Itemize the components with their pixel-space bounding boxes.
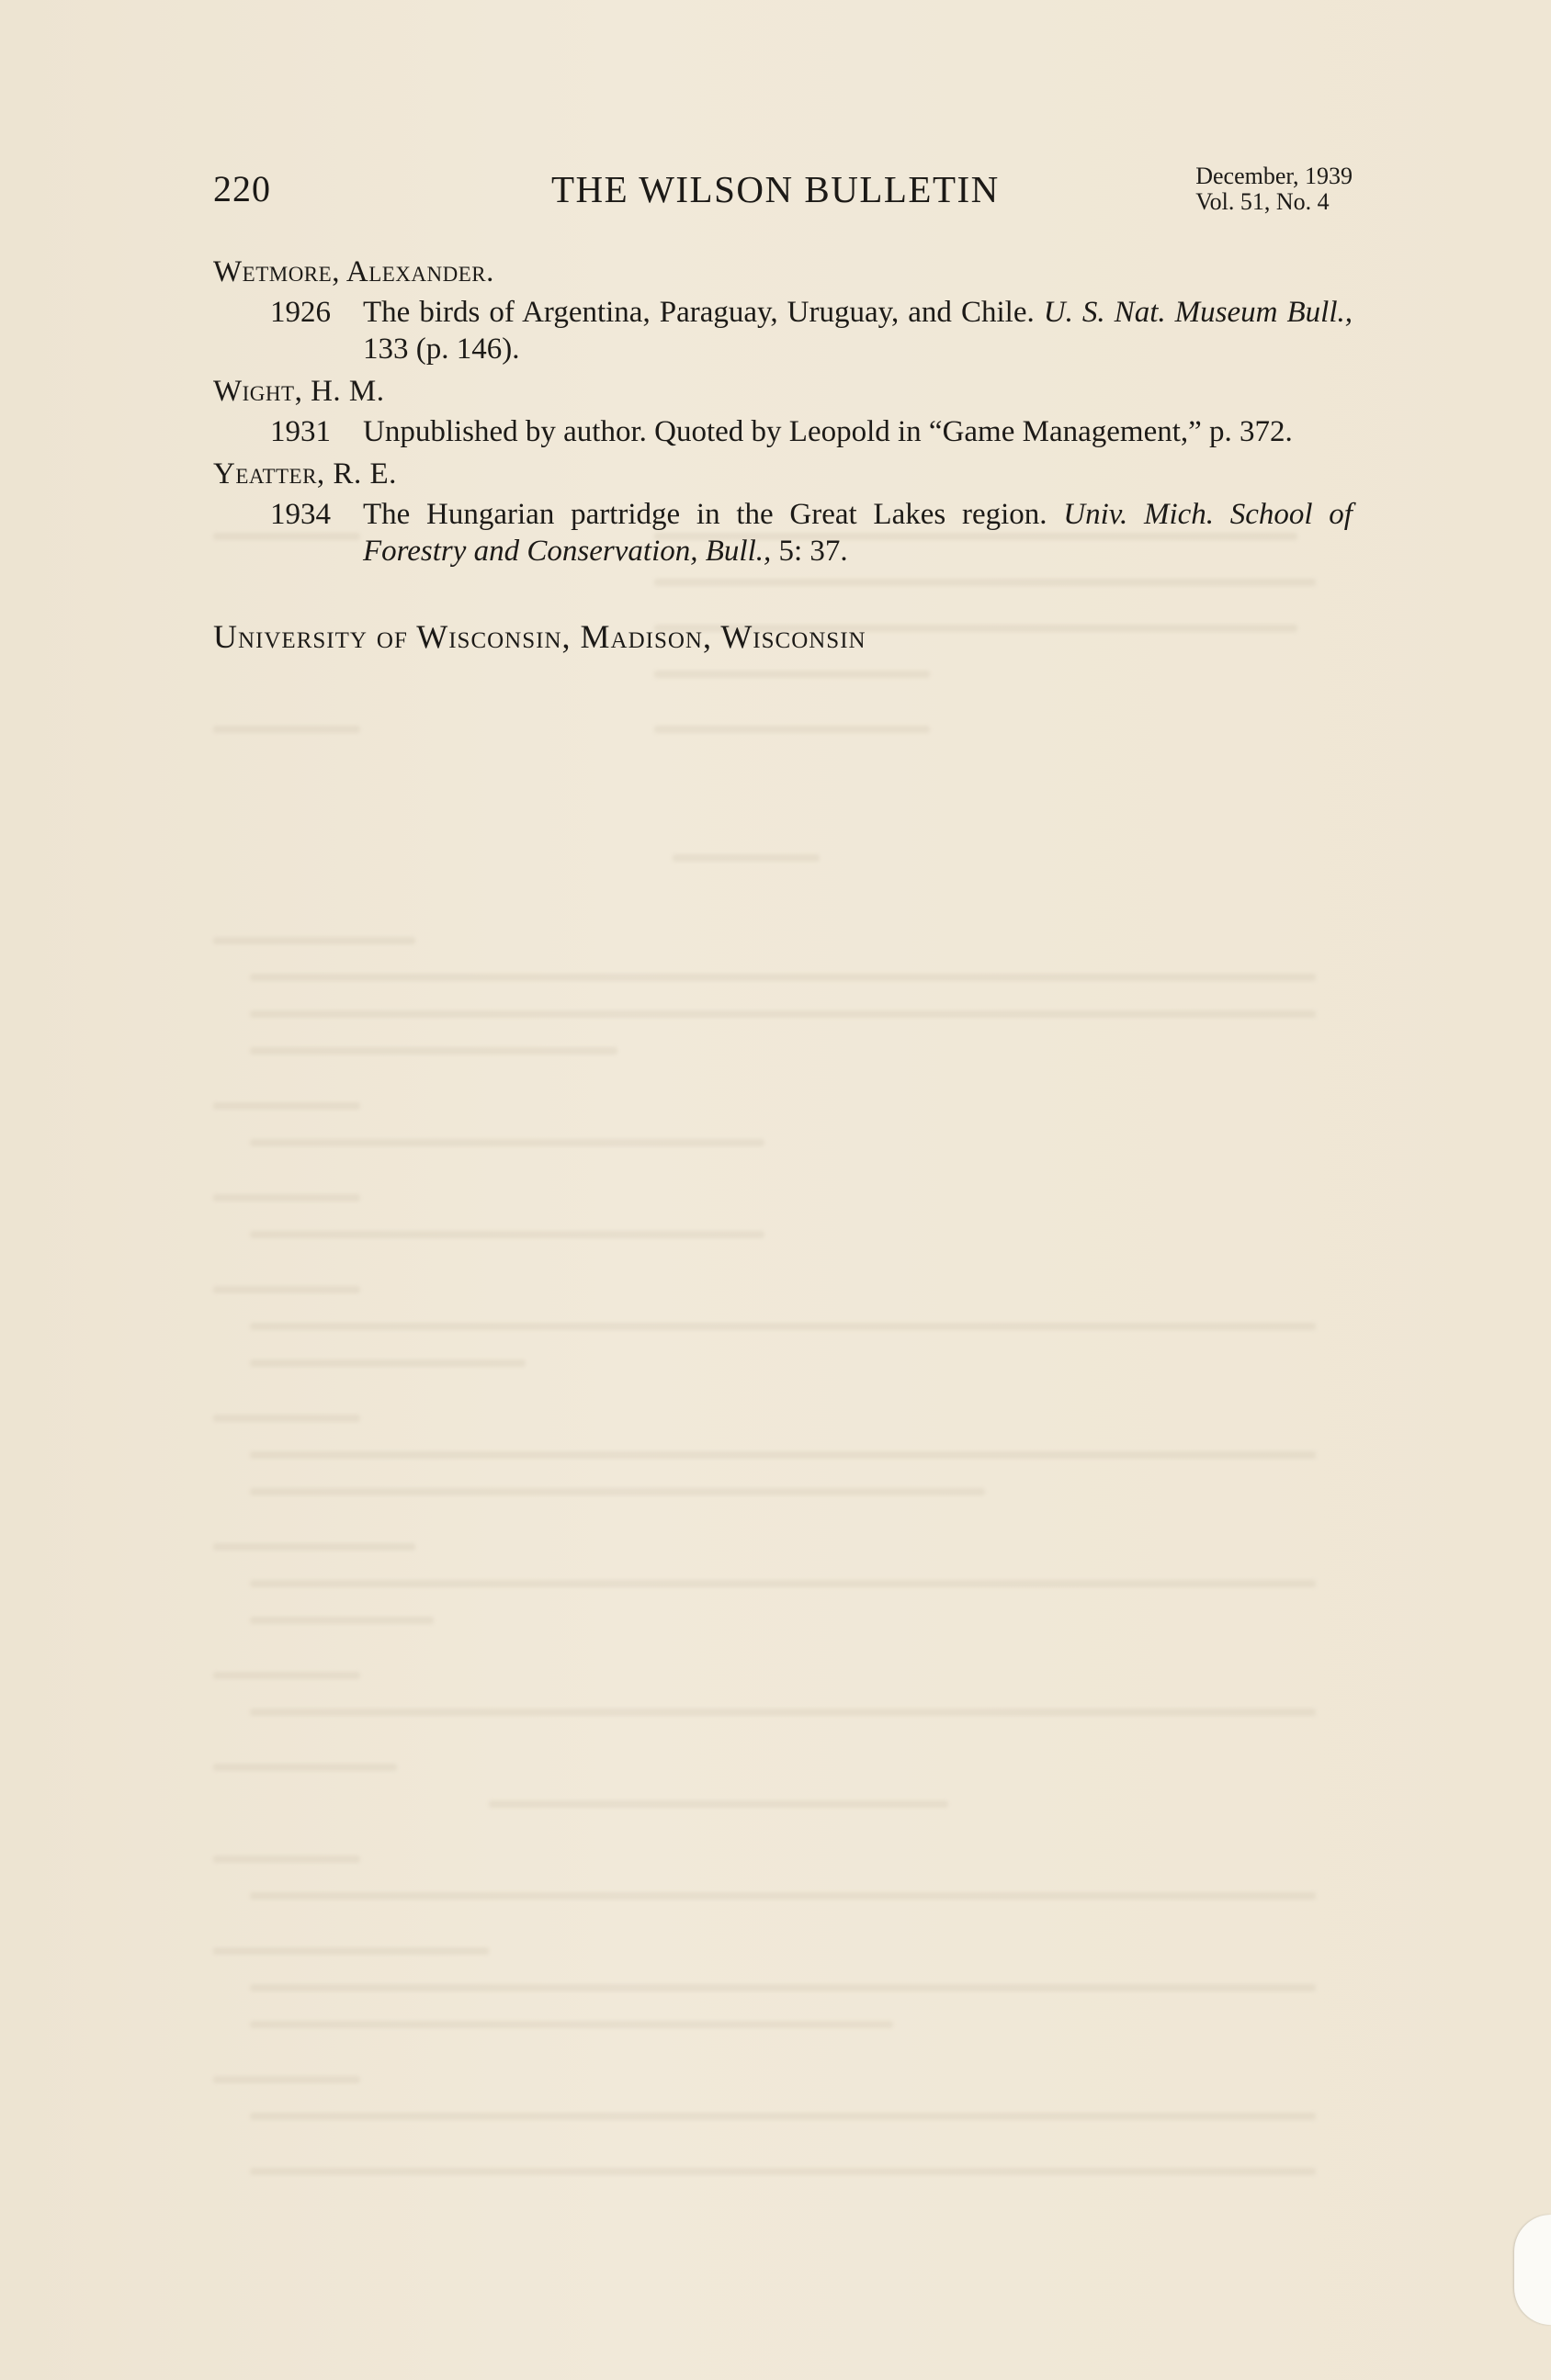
author-affiliation: University of Wisconsin, Madison, Wisconsin: [213, 618, 866, 655]
reference-year: 1926: [270, 296, 331, 329]
page-edge-tab: [1514, 2215, 1551, 2325]
reference-source: Univ. Mich. School of Forestry and Conservation, Bull.,: [363, 498, 1353, 568]
reference-year: 1931: [270, 415, 331, 448]
reference-entry: [213, 413, 1353, 450]
reference-title: The Hungarian partridge in the Great Lakes region.: [363, 498, 1047, 531]
journal-title: THE WILSON BULLETIN: [551, 168, 1000, 210]
issue-volume: Vol. 51, No. 4: [1195, 188, 1330, 215]
reference-item: [213, 254, 1353, 367]
reference-title: The birds of Argentina, Paraguay, Uruguay, and Chile.: [363, 296, 1035, 329]
reference-source: U. S. Nat. Museum Bull.,: [1043, 296, 1353, 329]
reference-author: Yeatter, R. E.: [213, 457, 397, 491]
reference-entry: [213, 496, 1353, 570]
reference-pages: 133 (p. 146).: [363, 333, 520, 366]
reference-author: Wetmore, Alexander.: [213, 255, 494, 288]
reference-author: Wight, H. M.: [213, 375, 385, 408]
reference-text: [363, 496, 1353, 570]
running-header: [213, 164, 1353, 228]
reference-pages: 5: 37.: [778, 535, 848, 568]
reference-year: 1934: [270, 498, 331, 531]
reference-list: [213, 254, 1353, 575]
issue-date: December, 1939: [1195, 163, 1353, 189]
reference-title: Unpublished by author. Quoted by Leopold in “Game Management,” p. 372.: [363, 415, 1293, 448]
reverse-side-bleed-through: [213, 514, 1353, 2260]
reference-item: [213, 373, 1353, 450]
reference-text: [363, 413, 1353, 450]
page-number: 220: [213, 168, 271, 209]
reference-entry: [213, 294, 1353, 367]
reference-item: [213, 456, 1353, 570]
reference-text: [363, 294, 1353, 367]
issue-info: [1195, 164, 1353, 215]
